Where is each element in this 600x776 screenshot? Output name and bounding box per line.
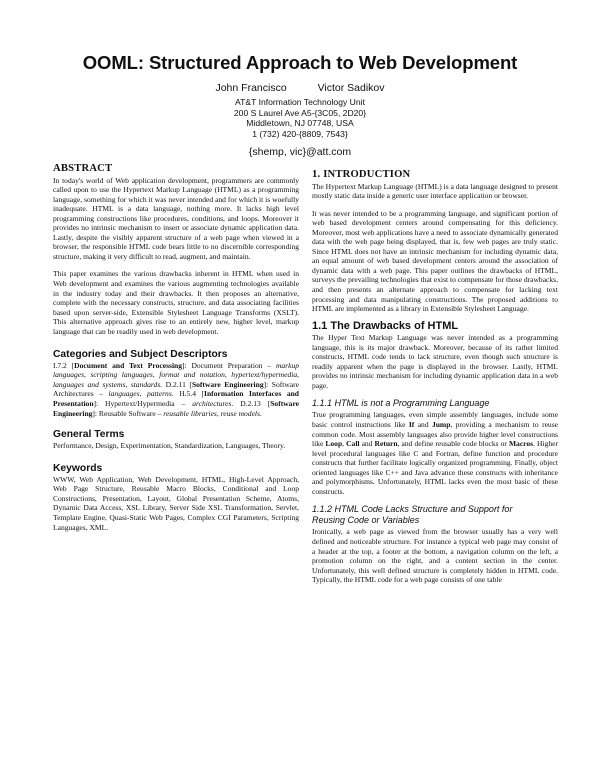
abstract-heading: ABSTRACT [53, 163, 113, 174]
section-1-1-2-paragraph: Ironically, a web page as viewed from the browser usually has a very well defined and noticeable structure. For instance a typical web page may consist of a header at the top, a footer at the bottom, a navigation column on the left, a promotion column on the right, and a content section in the center. Unfortunately, this well defined structure is completely hidden in HTML code. Typically, the HTML code for a web page consists of one table [312, 527, 558, 585]
introduction-paragraph: The Hypertext Markup Language (HTML) is a data language designed to present mostly static data inside a generic user interface application or browser. [312, 181, 558, 201]
affiliation-org: AT&T Information Technology Unit [235, 97, 365, 107]
section-1-1-1-heading: 1.1.1 HTML is not a Programming Language [312, 398, 490, 409]
affiliation-address: 200 S Laurel Ave A5-{3C05, 2D20} [233, 107, 367, 118]
affiliation-block [0, 97, 600, 140]
abstract-paragraph: In today's world of Web application development, programmers are commonly called upon to use the Hypertext Markup Language (HTML) as a programming language, something for which it was never intended and for which it is woefully inadequate. HTML is a data language, nothing more. It lacks high level programming constructions like procedures, conditions, and loops. Moreover it provides no intrinsic mechanism to insert or associate dynamic application data. Lastly, despite the visibly apparent structure of a web page when viewed in a browser, the responsible HTML code bears little to no discernible corresponding structure, making it very difficult to read, augment, and maintain. [53, 175, 299, 261]
author-name: John Francisco [215, 82, 287, 94]
affiliation-phone: 1 (732) 420-{8809, 7543} [252, 129, 348, 140]
general-terms-heading: General Terms [53, 429, 125, 441]
section-1-1-heading: 1.1 The Drawbacks of HTML [312, 319, 459, 332]
introduction-paragraph: It was never intended to be a programming language, and significant portion of web based development centers around compensating for this deficiency. Moreover, most web applications have a need to associate dynamically generated data with the web page being displayed, that is, few web pages are truly static. Since HTML does not have an intrinsic mechanism for including dynamic data, an equal amount of web based development centers around the association of dynamic data with a web page. This paper outlines the drawbacks of HTML, surveys the prevailing technologies that exist to compensate for those drawbacks, and then presents an alternate approach to compensate for lacking text processing and data manipulating constructions. The proposed additions to HTML are implemented as a library in Extensible Stylesheet Language. [312, 208, 558, 314]
categories-text: I.7.2 [Document and Text Processing]: Document Preparation – markup languages, scripting languages, format and notation, hypertext/hypermedia, languages and systems, standards. D.2.11 [Software Engineering]: Software Architectures – languages, patterns. H.5.4 [Information Interfaces and Presentation]: Hypertext/Hypermedia – architectures. D.2.13 [Software Engineering]: Reusable Software – reusable libraries, reuse models. [53, 360, 300, 418]
abstract-paragraph: This paper examines the various drawbacks inherent in HTML when used in Web development and examines the various augmenting technologies available in the industry today and their drawbacks. It then proposes an alternative, complete with the necessary constructs, structure, and data associating facilities based upon server-side, Extensible Stylesheet Language Transforms (XSLT). This alternative approach gives rise to an entirely new, higher level, markup language that can be readily used in web development. [53, 269, 299, 336]
author-list [0, 82, 600, 94]
section-1-1-1-paragraph: True programming languages, even simple assembly languages, include some basic control instructions like If and Jump, providing a mechanism to reuse common code. Most assembly languages also provide higher level constructions like Loop, Call and Return, and define reusable code blocks or Macros. Higher level procedural languages like C and Fortran, define function and procedure constructs that further facilitate logically organized programming. Finally, object oriented languages like C++ and Java advance these constructs with inheritance and polymorphisms. Unfortunately, HTML lacks even the most basic of these constructs. [312, 410, 558, 496]
keywords-heading: Keywords [53, 463, 103, 475]
categories-heading: Categories and Subject Descriptors [53, 349, 228, 361]
author-email: {shemp, vic}@att.com [248, 146, 352, 158]
general-terms-text: Performance, Design, Experimentation, Standardization, Languages, Theory. [53, 440, 286, 450]
paper-title: OOML: Structured Approach to Web Development [82, 52, 518, 73]
section-1-1-paragraph: The Hyper Text Markup Language was never intended as a programming language, this is its major drawback. Moreover, because of its rather limited constructs, HTML code tends to lack structure, even though such structure is readily apparent when the page is displayed in the browser. Lastly, HTML provides no intrinsic mechanism for including dynamic application data in a web page. [312, 333, 558, 390]
introduction-heading: 1. INTRODUCTION [312, 169, 411, 180]
section-1-1-2-heading: 1.1.2 HTML Code Lacks Structure and Support for Reusing Code or Variables [312, 504, 513, 526]
right-column [312, 170, 558, 593]
author-name: Victor Sadikov [317, 82, 385, 94]
affiliation-city: Middletown, NJ 07748, USA [246, 118, 354, 129]
left-column [53, 164, 299, 540]
keywords-text: WWW, Web Application, Web Development, HTML, High-Level Approach, Web Page Structure, Reusable Macro Blocks, Conditional and Loop Constructions, Presentation, Layout, Global Presentation Scheme, Atoms, Dynamic Data Access, XSL Library, Server Side XSL Transformation, Servlet, Template Engine, Quasi-Static Web Pages, Complex CGI Parameters, Scripting Languages, XML. [53, 474, 299, 532]
